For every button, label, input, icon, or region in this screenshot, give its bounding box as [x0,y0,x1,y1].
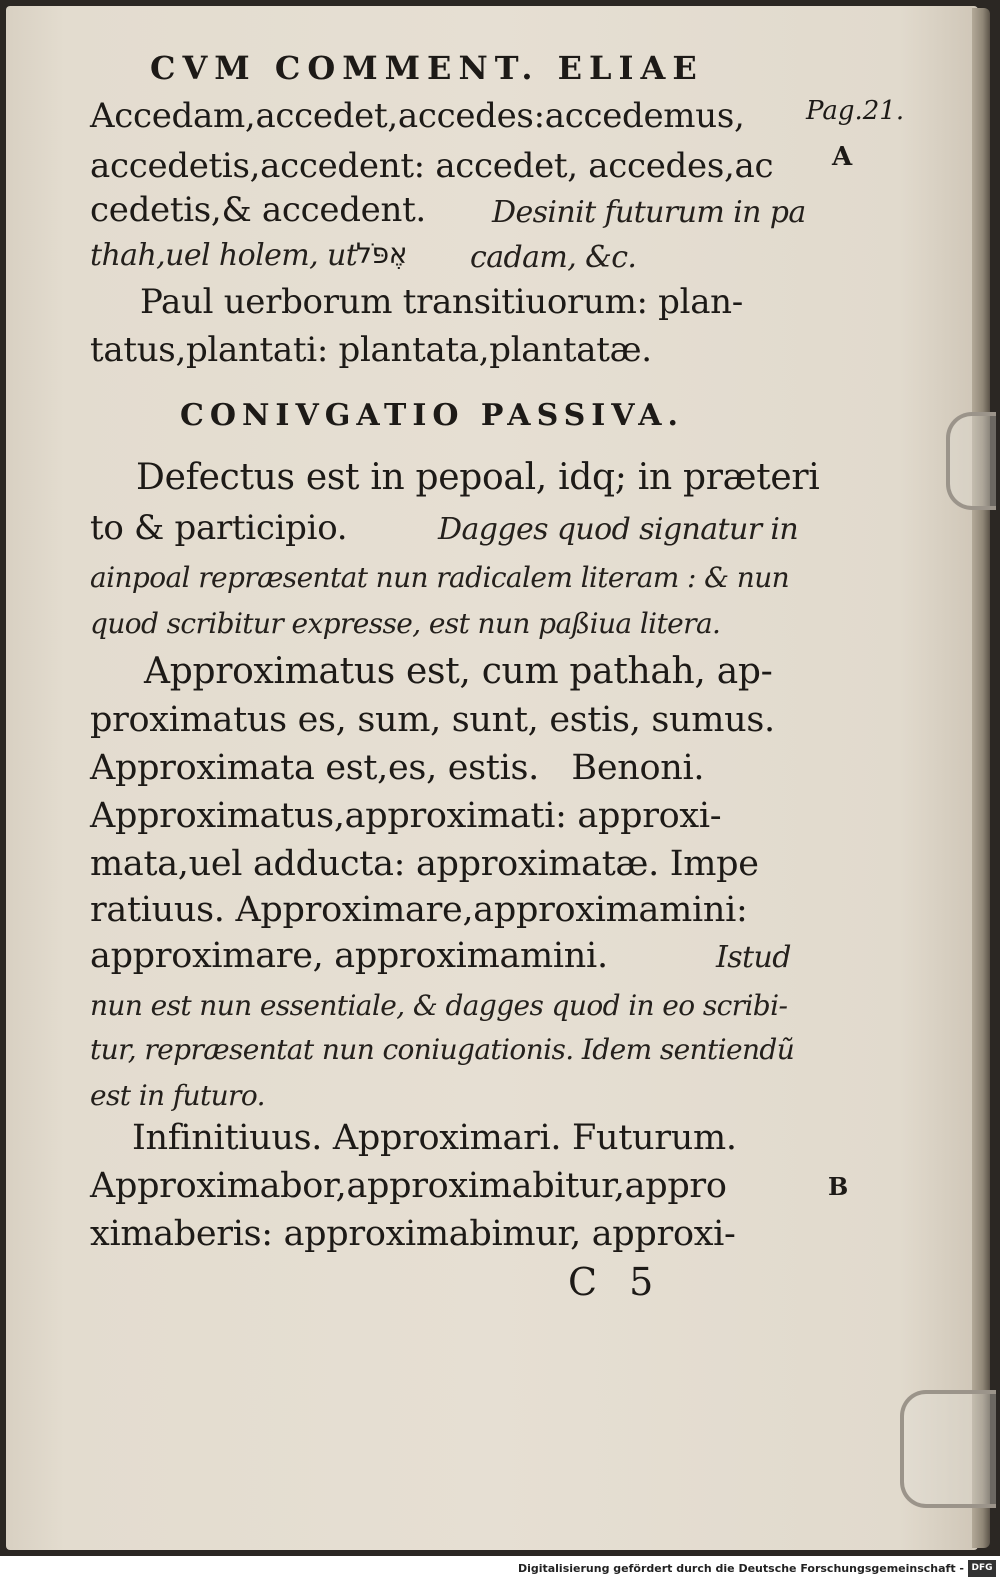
footer-bar [0,1556,1000,1583]
text-line-19: tur, repræsentat nun coniugationis. Idem sentiendũ [90,1033,795,1066]
text-line-17b: Istud [716,940,791,975]
dfg-logo: DFG [968,1560,996,1577]
text-line-16: ratiuus. Approximare,approximamini: [90,890,748,930]
text-line-5: Paul uerborum transitiuorum: plan- [140,282,743,322]
text-line-2: accedetis,accedent: accedet, accedes,ac [90,146,774,186]
running-head: CVM COMMENT. ELIAE [150,49,704,87]
text-line-6: tatus,plantati: plantata,plantatæ. [90,330,652,370]
hebrew-word: אֶפֹּל [356,237,408,270]
text-line-8a: to & participio. [90,508,348,548]
text-line-8b: Dagges quod signatur in [438,512,799,547]
page-clip-top [946,412,996,510]
text-line-4b: cadam, &c. [470,240,637,275]
text-line-18: nun est nun essentiale, & dagges quod in eo scribi- [90,989,788,1022]
text-line-3a: cedetis,& accedent. [90,190,426,230]
text-line-10: quod scribitur expresse, est nun paßiua litera. [90,607,721,640]
section-heading: CONIVGATIO PASSIVA. [180,398,684,433]
page-clip-bottom [900,1390,996,1508]
text-line-15: mata,uel adducta: approximatæ. Impe [90,844,759,884]
text-line-13: Approximata est,es, estis. Benoni. [90,748,705,788]
text-line-14: Approximatus,approximati: approxi- [90,796,722,836]
text-line-11: Approximatus est, cum pathah, ap- [144,651,773,692]
text-line-20: est in futuro. [90,1079,265,1112]
text-line-22: Approximabor,approximabitur,appro [90,1166,727,1206]
text-line-21: Infinitiuus. Approximari. Futurum. [132,1118,737,1158]
footer-credit: Digitalisierung gefördert durch die Deutsche Forschungsgemeinschaft - [517,1562,964,1575]
margin-page-ref: Pag.21. [806,96,905,126]
text-line-23: ximaberis: approximabimur, approxi- [90,1214,736,1254]
margin-section-a: A [832,142,853,172]
margin-section-b: B [828,1172,849,1201]
text-line-3b: Desinit futurum in pa [492,195,806,230]
text-line-17a: approximare, approximamini. [90,936,608,976]
text-line-9: ainpoal repræsentat nun radicalem literam : & nun [90,561,790,594]
text-line-7: Defectus est in pepoal, idq; in præteri [136,457,820,498]
text-line-1: Accedam,accedet,accedes:accedemus, [90,96,745,136]
text-line-12: proximatus es, sum, sunt, estis, sumus. [90,700,775,740]
page-edge [972,8,990,1548]
text-line-4a: thah,uel holem, ut [90,238,358,273]
signature-mark: C 5 [568,1260,664,1304]
